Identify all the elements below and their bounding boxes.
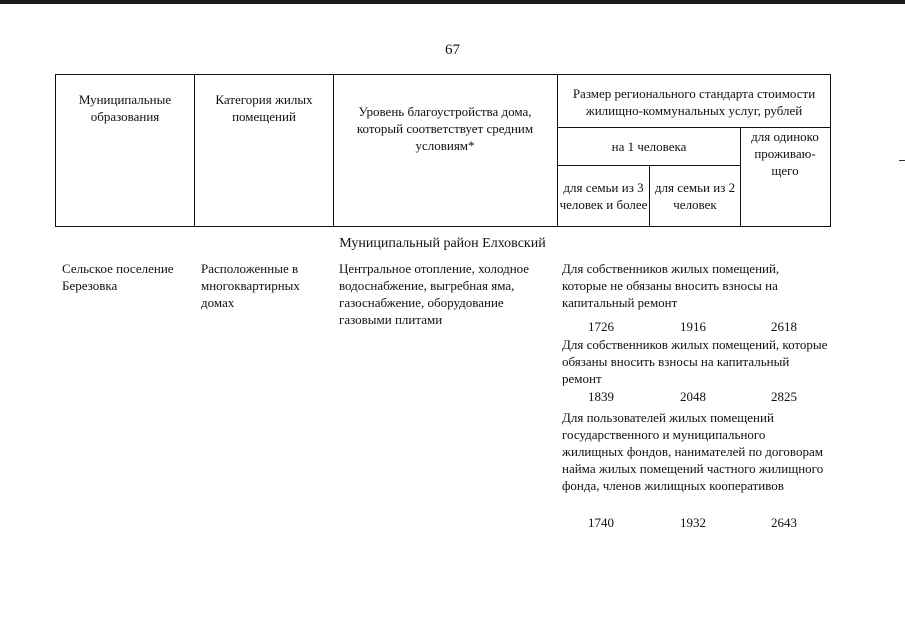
group-2-value-single: 2825 — [771, 389, 797, 404]
table-col-divider-2 — [333, 74, 334, 227]
row-category: Расположенные в многоквартирных домах — [201, 261, 300, 310]
table-bottom-border — [55, 226, 831, 227]
header-single-text: для одиноко проживаю-щего — [751, 129, 819, 178]
row-municipality: Сельское поселение Березовка — [62, 261, 174, 293]
header-family-2 — [650, 166, 740, 226]
group-2-value-family2: 2048 — [680, 389, 706, 404]
header-standard-title-text: Размер регионального стандарта стоимости жилищно-коммунальных услуг, рублей — [572, 85, 816, 118]
header-per-person — [558, 128, 740, 165]
table-col-divider-4 — [740, 127, 741, 227]
header-municipal-text: Муниципальные образования — [78, 92, 172, 124]
row-level: Центральное отопление, холодное водоснабжение, выгребная яма, газоснабжение, оборудование газовыми плитами — [339, 261, 530, 327]
group-1-value-family3: 1726 — [588, 319, 614, 334]
header-family-2-text: для семьи из 2 человек — [654, 180, 736, 212]
group-1-value-family2: 1916 — [680, 319, 706, 334]
group-3-value-family3: 1740 — [588, 515, 614, 530]
margin-mark — [899, 160, 905, 161]
header-family-3-text: для семьи из 3 человек и более — [559, 180, 648, 212]
table-top-border — [55, 74, 831, 75]
header-per-person-text: на 1 человека — [611, 139, 687, 154]
group-1-value-single: 2618 — [771, 319, 797, 334]
header-family-3 — [558, 166, 649, 226]
header-category — [195, 88, 333, 128]
header-level-text: Уровень благоустройства дома, который соответствует средним условиям* — [356, 103, 534, 153]
group-2-value-family3: 1839 — [588, 389, 614, 404]
group-3-label: Для пользователей жилых помещений государственного и муниципального жилищных фондов, нанимателей по договорам найма жилых помещений частного жилищного фонда, членов жилищных кооперативов — [562, 410, 824, 493]
group-3-value-family2: 1932 — [680, 515, 706, 530]
section-title: Муниципальный район Елховский — [339, 236, 546, 251]
table-right-border — [830, 74, 831, 227]
header-level — [336, 90, 554, 166]
group-1-label: Для собственников жилых помещений, которые не обязаны вносить взносы на капитальный ремонт — [562, 261, 780, 310]
page-number: 67 — [445, 42, 460, 58]
header-municipal — [56, 88, 194, 128]
group-2-label: Для собственников жилых помещений, которые обязаны вносить взносы на капитальный ремонт — [562, 337, 828, 386]
header-standard-title — [558, 76, 830, 127]
group-3-value-single: 2643 — [771, 515, 797, 530]
top-border-rule — [0, 0, 905, 4]
header-category-text: Категория жилых помещений — [215, 92, 313, 124]
header-single — [745, 128, 825, 200]
